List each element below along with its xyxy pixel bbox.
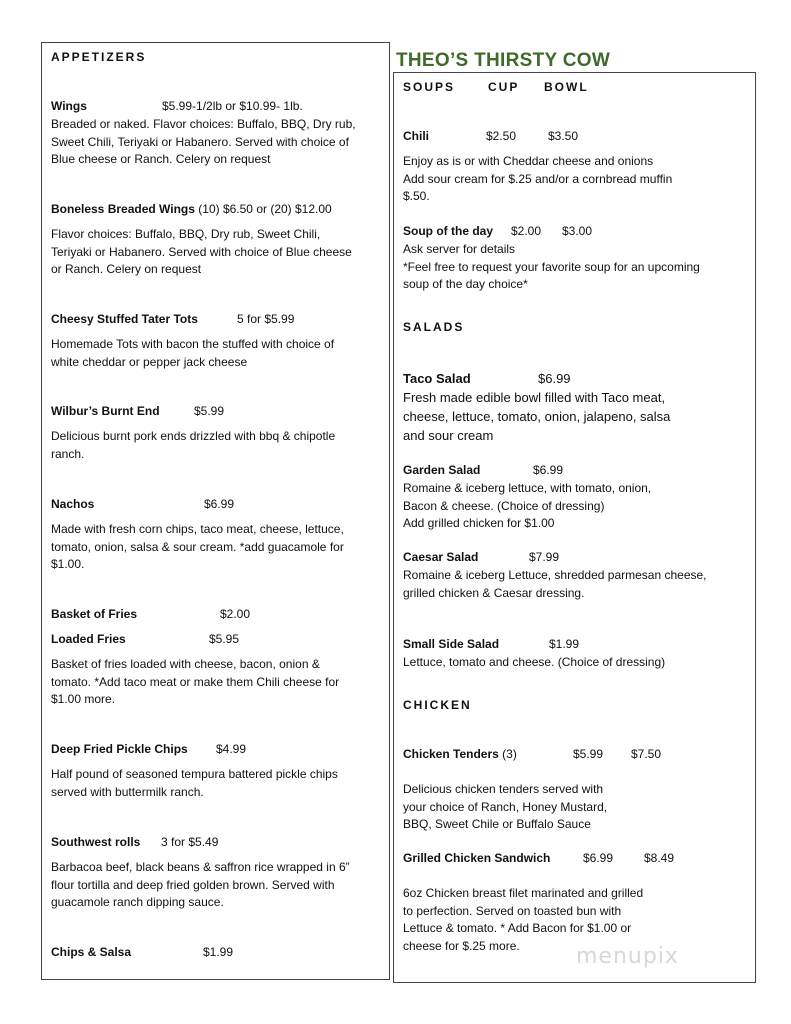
item-name: Boneless Breaded Wings [51,202,195,216]
item-desc-line: your choice of Ranch, Honey Mustard, [403,799,608,814]
item-desc-line: Add grilled chicken for $1.00 [403,516,555,530]
item-desc-line: tomato, onion, salsa & sour cream. *add guacamole for [51,539,344,554]
menu-item-pickle-chips [51,741,386,801]
menu-item-soup-of-the-day [403,223,753,294]
item-desc-line: $1.00. [51,557,85,571]
item-desc-line: Romaine & iceberg Lettuce, shredded parmesan cheese, [403,568,707,582]
item-name: Chili [403,129,429,143]
item-name: Nachos [51,497,95,511]
item-desc-line: white cheddar or pepper jack cheese [51,354,248,369]
item-desc-line: Romaine & iceberg lettuce, with tomato, onion, [403,481,652,495]
item-desc-line: Barbacoa beef, black beans & saffron rice wrapped in 6” [51,860,350,874]
item-price: $5.99 [194,404,225,418]
cup-column-header: CUP [488,80,520,94]
item-desc-line: *Feel free to request your favorite soup for an upcoming [403,259,700,274]
item-desc-line: guacamole ranch dipping sauce. [51,895,224,909]
item-desc-line: BBQ, Sweet Chile or Buffalo Sauce [403,817,591,831]
item-desc-line: Delicious burnt pork ends drizzled with bbq & chipotle [51,429,336,443]
item-desc-line: and sour cream [403,428,494,443]
item-price: $1.99 [203,945,234,959]
item-price: $6.99 [538,371,571,386]
item-desc-line: served with buttermilk ranch. [51,784,204,799]
item-desc-line: $1.00 more. [51,692,116,706]
item-desc-line: Flavor choices: Buffalo, BBQ, Dry rub, Sweet Chili, [51,227,321,241]
item-name: Chips & Salsa [51,945,132,959]
item-name: Basket of Fries [51,607,138,621]
item-desc-line: Half pound of seasoned tempura battered pickle chips [51,767,338,781]
menupix-watermark: menupix [576,944,679,969]
item-name: Cheesy Stuffed Tater Tots [51,312,198,326]
item-desc-line: Sweet Chili, Teriyaki or Habanero. Served with choice of [51,134,349,149]
menu-item-southwest-rolls [51,834,386,912]
menu-item-burnt-end [51,403,386,463]
item-price-2: $8.49 [644,851,675,865]
item-desc-line: to perfection. Served on toasted bun with [403,903,622,918]
item-desc-line: Delicious chicken tenders served with [403,782,604,796]
item-desc-line: Ask server for details [403,242,516,256]
item-desc-line: Made with fresh corn chips, taco meat, cheese, lettuce, [51,522,344,536]
bowl-price: $3.50 [548,129,579,143]
item-desc-line: $.50. [403,189,430,203]
item-price: (10) $6.50 or (20) $12.00 [198,202,332,216]
menu-item-loaded-fries [51,631,386,709]
item-name: Grilled Chicken Sandwich [403,851,551,865]
item-name: Wings [51,99,87,113]
item-price: $5.99-1/2lb or $10.99- 1lb. [162,99,303,113]
item-price: $7.99 [529,550,560,564]
item-price: $2.00 [220,607,251,621]
item-name: Caesar Salad [403,550,479,564]
menu-item-wings [51,98,386,169]
item-price: $1.99 [549,637,580,651]
item-desc-line: or Ranch. Celery on request [51,262,202,276]
item-name: Southwest rolls [51,835,141,849]
bowl-price: $3.00 [562,224,593,238]
item-price: $6.99 [204,497,235,511]
item-name: Garden Salad [403,463,481,477]
item-qty: (3) [502,747,517,761]
menu-item-taco-salad [403,369,753,445]
item-desc-line: cheese, lettuce, tomato, onion, jalapeno, salsa [403,409,671,424]
item-desc-line: 6oz Chicken breast filet marinated and grilled [403,886,644,900]
item-price: 3 for $5.49 [161,835,219,849]
item-desc-line: Bacon & cheese. (Choice of dressing) [403,498,605,513]
item-desc-line: Blue cheese or Ranch. Celery on request [51,152,271,166]
item-desc-line: tomato. *Add taco meat or make them Chili cheese for [51,674,340,689]
menu-item-caesar-salad [403,549,753,602]
item-price: 5 for $5.99 [237,312,295,326]
item-desc-line: flour tortilla and deep fried golden brown. Served with [51,877,335,892]
item-desc-line: Teriyaki or Habanero. Served with choice of Blue cheese [51,244,352,259]
salads-header: SALADS [403,320,465,334]
item-price: $6.99 [533,463,564,477]
chicken-header: CHICKEN [403,698,472,712]
menu-item-nachos [51,496,386,574]
item-name: Taco Salad [403,371,471,386]
menu-item-grilled-chicken-sandwich [403,850,753,955]
item-price: $5.95 [209,632,240,646]
item-price: $4.99 [216,742,247,756]
item-name: Soup of the day [403,224,493,238]
item-desc-line: grilled chicken & Caesar dressing. [403,585,585,600]
menu-item-garden-salad [403,462,753,533]
item-name: Small Side Salad [403,637,500,651]
menu-item-small-side-salad [403,636,753,672]
item-price: $5.99 [573,747,604,761]
item-desc-line: Breaded or naked. Flavor choices: Buffalo, BBQ, Dry rub, [51,117,356,131]
soups-header: SOUPS [403,80,456,94]
item-name: Wilbur’s Burnt End [51,404,160,418]
bowl-column-header: BOWL [544,80,589,94]
item-desc-line: soup of the day choice* [403,277,528,291]
item-price-2: $7.50 [631,747,662,761]
menu-item-chili [403,128,753,206]
item-name: Deep Fried Pickle Chips [51,742,188,756]
restaurant-title: THEO’S THIRSTY COW [396,50,611,71]
menu-item-boneless-wings [51,201,386,279]
item-name: Loaded Fries [51,632,126,646]
menu-item-tater-tots [51,311,386,371]
item-desc-line: cheese for $.25 more. [403,938,520,953]
item-desc-line: Enjoy as is or with Cheddar cheese and onions [403,154,654,168]
cup-price: $2.00 [511,224,542,238]
menu-item-basket-of-fries [51,606,386,624]
item-desc-line: Basket of fries loaded with cheese, bacon, onion & [51,657,320,671]
menu-item-chips-salsa [51,944,386,962]
item-desc-line: Lettuce, tomato and cheese. (Choice of dressing) [403,655,666,669]
item-desc-line: Lettuce & tomato. * Add Bacon for $1.00 or [403,921,632,935]
item-desc-line: Fresh made edible bowl filled with Taco meat, [403,390,666,405]
item-desc-line: ranch. [51,446,85,461]
item-desc-line: Add sour cream for $.25 and/or a cornbread muffin [403,171,673,186]
appetizers-header: APPETIZERS [51,50,147,64]
item-price: $6.99 [583,851,614,865]
menu-item-chicken-tenders [403,746,753,834]
cup-price: $2.50 [486,129,517,143]
item-name: Chicken Tenders [403,747,499,761]
item-desc-line: Homemade Tots with bacon the stuffed with choice of [51,337,335,351]
